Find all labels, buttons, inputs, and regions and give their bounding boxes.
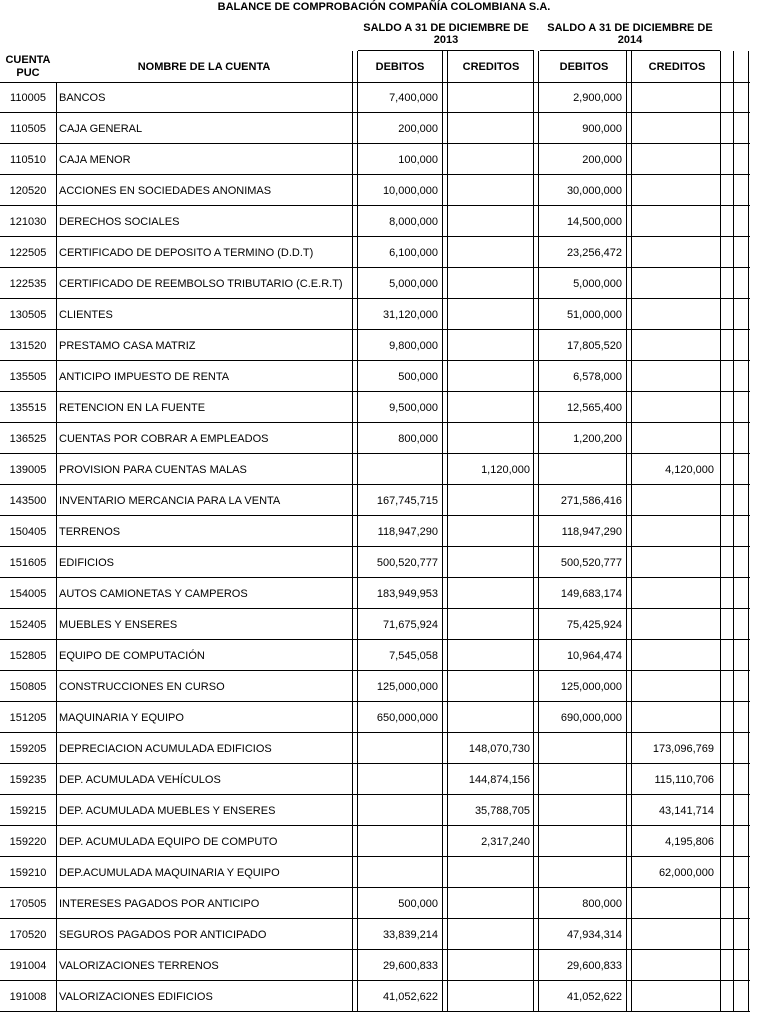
table-row	[0, 206, 768, 237]
credit-2014: 173,096,769	[652, 742, 714, 755]
debit-2014: 690,000,000	[560, 711, 622, 724]
credit-2014	[636, 485, 714, 516]
credit-2013	[450, 113, 530, 144]
table-row	[0, 485, 768, 516]
debit-2013: 100,000	[398, 153, 438, 166]
table-row	[0, 733, 768, 764]
debit-2014: 2,900,000	[573, 91, 622, 104]
header-debit-2014: DEBITOS	[559, 61, 609, 73]
credit-2014	[636, 423, 714, 454]
row-divider	[0, 1011, 750, 1012]
account-name: CAJA MENOR	[59, 153, 131, 166]
credit-2014	[636, 609, 714, 640]
account-name: BANCOS	[59, 91, 106, 104]
header-debit-2013: DEBITOS	[375, 61, 425, 73]
account-code: 159235	[9, 773, 47, 786]
account-name: DEP. ACUMULADA VEHÍCULOS	[59, 773, 221, 786]
account-code: 143500	[9, 494, 47, 507]
account-name: PROVISION PARA CUENTAS MALAS	[59, 463, 247, 476]
credit-2014	[636, 268, 714, 299]
page-title: BALANCE DE COMPROBACIÓN COMPAÑÍA COLOMBIANA S.A.	[217, 1, 551, 13]
account-code: 170505	[9, 897, 47, 910]
credit-2013	[450, 330, 530, 361]
credit-2013	[450, 485, 530, 516]
credit-2013	[450, 578, 530, 609]
debit-2013: 183,949,953	[376, 587, 438, 600]
account-name: CERTIFICADO DE REEMBOLSO TRIBUTARIO (C.E.R.T)	[59, 277, 343, 290]
credit-2014	[636, 671, 714, 702]
debit-2014: 1,200,200	[573, 432, 622, 445]
table-row	[0, 826, 768, 857]
credit-2013	[450, 392, 530, 423]
debit-2014: 149,683,174	[560, 587, 622, 600]
credit-2014	[636, 206, 714, 237]
header-credit-2014: CREDITOS	[648, 61, 706, 73]
debit-2014: 14,500,000	[566, 215, 622, 228]
accounts-table	[0, 82, 768, 1012]
account-code: 159210	[9, 866, 47, 879]
credit-2013	[450, 82, 530, 113]
debit-2013: 200,000	[398, 122, 438, 135]
credit-2014	[636, 981, 714, 1012]
table-row	[0, 516, 768, 547]
credit-2014: 43,141,714	[658, 804, 714, 817]
table-row	[0, 981, 768, 1012]
period-2013-underline	[358, 50, 534, 51]
table-row	[0, 919, 768, 950]
account-name: CONSTRUCCIONES EN CURSO	[59, 680, 225, 693]
debit-2013	[358, 795, 438, 826]
account-code: 135515	[9, 401, 47, 414]
credit-2013	[450, 206, 530, 237]
period-2014-underline	[540, 50, 720, 51]
account-name: CERTIFICADO DE DEPOSITO A TERMINO (D.D.T)	[59, 246, 314, 259]
account-name: DERECHOS SOCIALES	[59, 215, 180, 228]
debit-2013	[358, 764, 438, 795]
credit-2014	[636, 361, 714, 392]
table-row	[0, 423, 768, 454]
debit-2013: 500,520,777	[376, 556, 438, 569]
account-name: RETENCION EN LA FUENTE	[59, 401, 206, 414]
debit-2014: 30,000,000	[566, 184, 622, 197]
debit-2014: 5,000,000	[573, 277, 622, 290]
table-row	[0, 237, 768, 268]
table-row	[0, 299, 768, 330]
table-row	[0, 609, 768, 640]
table-row	[0, 578, 768, 609]
table-row	[0, 640, 768, 671]
account-code: 159205	[9, 742, 47, 755]
debit-2014: 6,578,000	[573, 370, 622, 383]
account-name: DEPRECIACION ACUMULADA EDIFICIOS	[59, 742, 272, 755]
debit-2013: 6,100,000	[389, 246, 438, 259]
account-name: EDIFICIOS	[59, 556, 115, 569]
credit-2013	[450, 423, 530, 454]
credit-2013: 2,317,240	[481, 835, 530, 848]
debit-2014: 47,934,314	[566, 928, 622, 941]
debit-2013: 800,000	[398, 432, 438, 445]
debit-2014: 23,256,472	[566, 246, 622, 259]
debit-2013: 500,000	[398, 370, 438, 383]
table-row	[0, 888, 768, 919]
account-code: 135505	[9, 370, 47, 383]
account-code: 159220	[9, 835, 47, 848]
debit-2014: 800,000	[582, 897, 622, 910]
account-name: MAQUINARIA Y EQUIPO	[59, 711, 184, 724]
debit-2013: 31,120,000	[382, 308, 438, 321]
credit-2014	[636, 702, 714, 733]
debit-2013: 500,000	[398, 897, 438, 910]
account-name: MUEBLES Y ENSERES	[59, 618, 178, 631]
debit-2014	[540, 733, 622, 764]
credit-2014: 115,110,706	[654, 773, 714, 786]
account-name: INVENTARIO MERCANCIA PARA LA VENTA	[59, 494, 281, 507]
account-name: TERRENOS	[59, 525, 121, 538]
period-2014-header: SALDO A 31 DE DICIEMBRE DE 2014	[547, 22, 713, 46]
account-code: 110510	[10, 153, 46, 166]
table-row	[0, 454, 768, 485]
account-code: 110005	[10, 91, 46, 104]
credit-2014	[636, 82, 714, 113]
credit-2013	[450, 671, 530, 702]
credit-2013	[450, 981, 530, 1012]
debit-2013: 7,545,058	[389, 649, 438, 662]
credit-2013	[450, 950, 530, 981]
table-row	[0, 702, 768, 733]
debit-2013: 7,400,000	[389, 91, 438, 104]
account-code: 154005	[9, 587, 47, 600]
table-row	[0, 268, 768, 299]
credit-2014: 4,195,806	[665, 835, 714, 848]
credit-2014	[636, 113, 714, 144]
debit-2013	[358, 857, 438, 888]
debit-2013: 10,000,000	[382, 184, 438, 197]
credit-2014	[636, 175, 714, 206]
header-credit-2013: CREDITOS	[462, 61, 520, 73]
credit-2013	[450, 299, 530, 330]
table-row	[0, 144, 768, 175]
credit-2014	[636, 144, 714, 175]
table-row	[0, 392, 768, 423]
credit-2014	[636, 578, 714, 609]
debit-2014: 200,000	[582, 153, 622, 166]
debit-2014: 900,000	[582, 122, 622, 135]
credit-2014	[636, 516, 714, 547]
credit-2014	[636, 888, 714, 919]
debit-2014: 29,600,833	[566, 959, 622, 972]
debit-2014	[540, 826, 622, 857]
credit-2013	[450, 361, 530, 392]
table-row	[0, 857, 768, 888]
account-code: 150805	[9, 680, 47, 693]
debit-2014: 12,565,400	[566, 401, 622, 414]
table-row	[0, 547, 768, 578]
debit-2014: 10,964,474	[566, 649, 622, 662]
debit-2013: 125,000,000	[376, 680, 438, 693]
account-code: 110505	[10, 122, 46, 135]
credit-2013	[450, 640, 530, 671]
credit-2014	[636, 392, 714, 423]
debit-2013: 8,000,000	[389, 215, 438, 228]
table-row	[0, 950, 768, 981]
credit-2013	[450, 516, 530, 547]
debit-2013: 167,745,715	[376, 494, 438, 507]
account-name: AUTOS CAMIONETAS Y CAMPEROS	[59, 587, 248, 600]
debit-2014: 75,425,924	[566, 618, 622, 631]
account-code: 151605	[9, 556, 47, 569]
account-name: VALORIZACIONES TERRENOS	[59, 959, 219, 972]
table-row	[0, 330, 768, 361]
credit-2013	[450, 609, 530, 640]
account-name: CUENTAS POR COBRAR A EMPLEADOS	[59, 432, 269, 445]
credit-2013: 1,120,000	[481, 463, 530, 476]
debit-2014: 118,947,290	[561, 525, 622, 538]
table-row	[0, 671, 768, 702]
debit-2014	[540, 795, 622, 826]
debit-2013	[358, 826, 438, 857]
debit-2014: 500,520,777	[560, 556, 622, 569]
account-code: 121030	[9, 215, 47, 228]
account-code: 150405	[9, 525, 47, 538]
debit-2014	[540, 454, 622, 485]
debit-2014: 125,000,000	[560, 680, 622, 693]
credit-2013	[450, 888, 530, 919]
credit-2013	[450, 175, 530, 206]
table-row	[0, 361, 768, 392]
header-name: NOMBRE DE LA CUENTA	[137, 61, 271, 73]
credit-2014	[636, 640, 714, 671]
account-name: CAJA GENERAL	[59, 122, 143, 135]
debit-2013: 29,600,833	[382, 959, 438, 972]
account-name: CLIENTES	[59, 308, 113, 321]
account-code: 122505	[9, 246, 47, 259]
credit-2013	[450, 702, 530, 733]
account-code: 131520	[9, 339, 47, 352]
credit-2013	[450, 144, 530, 175]
debit-2014: 17,805,520	[566, 339, 622, 352]
credit-2013: 35,788,705	[474, 804, 530, 817]
credit-2013	[450, 268, 530, 299]
account-code: 191008	[9, 990, 47, 1003]
account-name: SEGUROS PAGADOS POR ANTICIPADO	[59, 928, 267, 941]
debit-2014	[540, 764, 622, 795]
table-row	[0, 82, 768, 113]
debit-2014: 51,000,000	[566, 308, 622, 321]
debit-2013: 118,947,290	[377, 525, 438, 538]
account-code: 130505	[9, 308, 47, 321]
credit-2014: 62,000,000	[658, 866, 714, 879]
debit-2013: 33,839,214	[382, 928, 438, 941]
credit-2013	[450, 547, 530, 578]
table-row	[0, 175, 768, 206]
debit-2013: 41,052,622	[382, 990, 438, 1003]
account-code: 152805	[9, 649, 47, 662]
credit-2014	[636, 237, 714, 268]
header-code: CUENTA PUC	[5, 54, 51, 79]
account-code: 159215	[9, 804, 47, 817]
debit-2013: 650,000,000	[376, 711, 438, 724]
debit-2014: 41,052,622	[566, 990, 622, 1003]
credit-2013: 144,874,156	[468, 773, 530, 786]
debit-2014: 271,586,416	[560, 494, 622, 507]
credit-2014	[636, 919, 714, 950]
account-name: VALORIZACIONES EDIFICIOS	[59, 990, 213, 1003]
debit-2013	[358, 733, 438, 764]
account-name: DEP. ACUMULADA MUEBLES Y ENSERES	[59, 804, 276, 817]
debit-2013: 5,000,000	[389, 277, 438, 290]
credit-2014	[636, 547, 714, 578]
account-code: 122535	[9, 277, 47, 290]
credit-2014: 4,120,000	[665, 463, 714, 476]
account-code: 191004	[9, 959, 47, 972]
debit-2014	[540, 857, 622, 888]
debit-2013: 71,675,924	[382, 618, 438, 631]
account-name: INTERESES PAGADOS POR ANTICIPO	[59, 897, 260, 910]
account-code: 170520	[9, 928, 47, 941]
account-name: DEP. ACUMULADA EQUIPO DE COMPUTO	[59, 835, 278, 848]
account-name: EQUIPO DE COMPUTACIÓN	[59, 649, 205, 662]
debit-2013: 9,800,000	[389, 339, 438, 352]
credit-2013: 148,070,730	[468, 742, 530, 755]
table-row	[0, 764, 768, 795]
credit-2014	[636, 330, 714, 361]
table-row	[0, 113, 768, 144]
account-code: 120520	[9, 184, 47, 197]
debit-2013: 9,500,000	[389, 401, 438, 414]
account-name: ANTICIPO IMPUESTO DE RENTA	[59, 370, 230, 383]
debit-2013	[358, 454, 438, 485]
account-name: DEP.ACUMULADA MAQUINARIA Y EQUIPO	[59, 866, 280, 879]
account-code: 136525	[9, 432, 47, 445]
table-row	[0, 795, 768, 826]
credit-2014	[636, 950, 714, 981]
credit-2013	[450, 857, 530, 888]
credit-2013	[450, 919, 530, 950]
account-code: 151205	[9, 711, 47, 724]
account-name: PRESTAMO CASA MATRIZ	[59, 339, 196, 352]
credit-2014	[636, 299, 714, 330]
credit-2013	[450, 237, 530, 268]
account-name: ACCIONES EN SOCIEDADES ANONIMAS	[59, 184, 272, 197]
account-code: 139005	[9, 463, 47, 476]
period-2013-header: SALDO A 31 DE DICIEMBRE DE 2013	[363, 22, 529, 46]
account-code: 152405	[9, 618, 47, 631]
